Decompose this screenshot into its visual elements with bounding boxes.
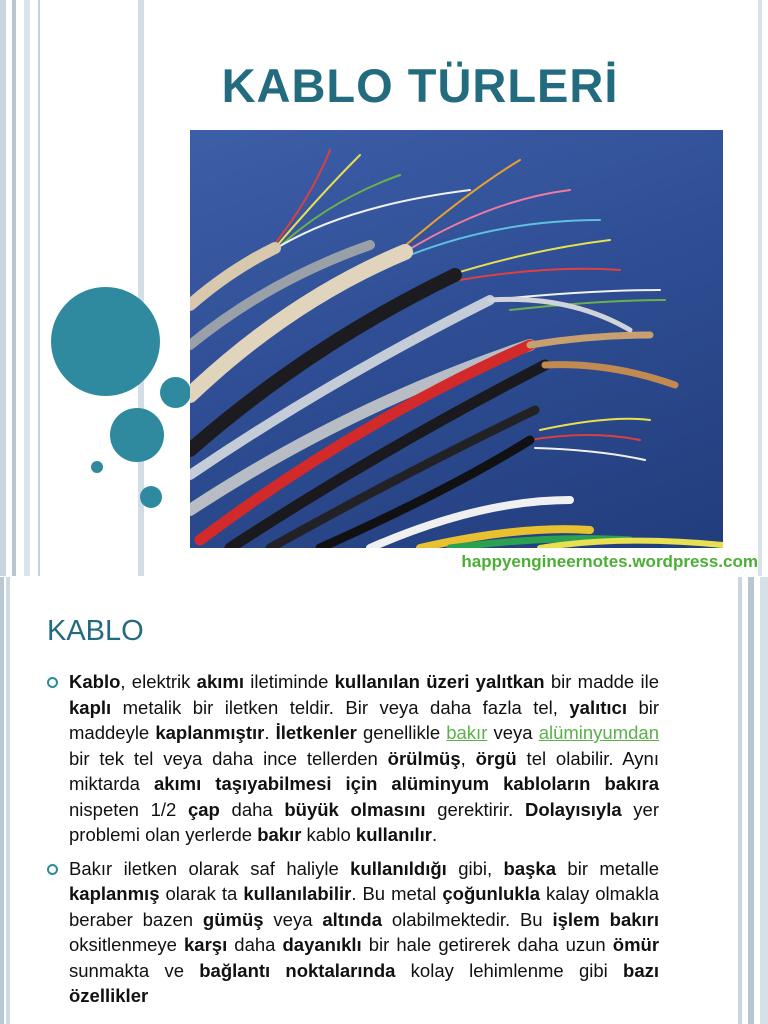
cables-photo <box>190 130 723 548</box>
decor-circle <box>91 461 103 473</box>
decorative-stripes <box>730 577 768 1024</box>
bullet-icon <box>47 864 58 875</box>
content-body <box>47 669 659 1017</box>
link-bakir[interactable]: bakır <box>446 722 488 743</box>
decor-circle-large <box>51 287 160 396</box>
cables-illustration <box>190 130 723 548</box>
decorative-stripes <box>0 577 10 1024</box>
decorative-stripes <box>0 0 148 576</box>
slide-title-text: KABLO TÜRLERİ <box>221 59 619 112</box>
bullet-icon <box>47 677 58 688</box>
slide-content <box>0 577 768 1024</box>
decor-circle <box>160 377 191 408</box>
link-aluminyum[interactable]: alüminyumdan <box>538 722 660 743</box>
section-title: KABLO <box>47 615 144 647</box>
decor-circle <box>140 486 162 508</box>
decor-circle <box>110 408 164 462</box>
paragraph-kablo: Kablo, elektrik akımı iletiminde kullanılan üzeri yalıtkan bir madde ile kaplı metalik bir iletken teldir. Bir veya daha fazla tel, yalıtıcı bir maddeyle kaplanmıştır. İletkenler genellikle bakır veya alüminyumdan bir tek tel veya daha ince tellerden örülmüş, örgü tel olabilir. Aynı miktarda akımı taşıyabilmesi için alüminyum kabloların bakıra nispeten 1/2 çap daha büyük olmasını gerektirir. Dolayısıyla yer problemi olan yerlerde bakır kablo kullanılır. <box>47 669 659 848</box>
decorative-line <box>758 0 762 576</box>
source-link[interactable]: happyengineernotes.wordpress.com <box>461 552 758 571</box>
paragraph-bakir: Bakır iletken olarak saf haliyle kullanıldığı gibi, başka bir metalle kaplanmış olarak ta kullanılabilir. Bu metal çoğunlukla kalay olmakla beraber bazen gümüş veya altında olabilmektedir. Bu işlem bakırı oksitlenmeye karşı daha dayanıklı bir hale getirerek daha uzun ömür sunmakta ve bağlantı noktalarında kolay lehimlenme gibi bazı özellikler <box>47 856 659 1009</box>
